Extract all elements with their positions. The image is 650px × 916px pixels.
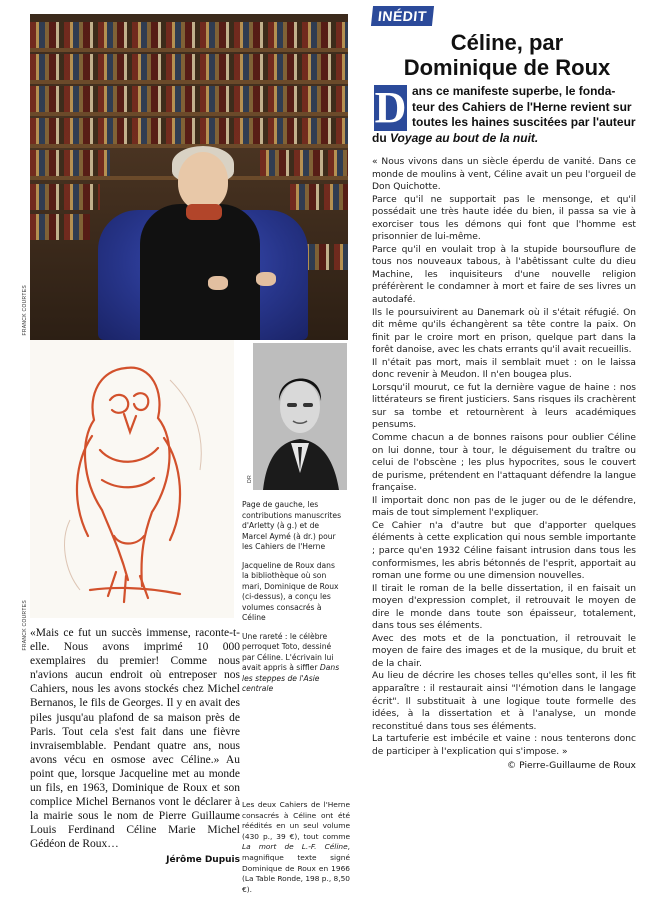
article-paragraph: Avec des mots et de la ponctuation, il retrouvait le moyen de faire des images et de la musique, du bruit et de la chair. — [372, 633, 636, 669]
intro-line-4-title: Voyage au bout de la nuit. — [390, 130, 539, 145]
article-paragraph: Il n'était pas mort, mais il semblait muet : on le laissa donc revenir à Meudon. Il n'en bougea plus. — [372, 357, 636, 381]
intro-text — [372, 84, 636, 146]
article-paragraph: « Nous vivons dans un siècle éperdu de vanité. Dans ce monde de moulins à vent, Céline avait un peu l'orgueil de Don Quichotte. — [372, 157, 636, 193]
caption-drawing — [242, 632, 342, 695]
intro-line-4 — [372, 131, 636, 147]
parrot-drawing — [30, 340, 234, 618]
intro-line-3: toutes les haines suscitées par l'auteur — [412, 115, 636, 130]
caption-books-text: Les deux Cahiers de l'Herne consacrés à Céline ont été réédités en un seul volume (430 p., 39 €), tout comme — [242, 800, 350, 841]
quote-signature: Jérôme Dupuis — [166, 854, 240, 865]
title-line-1: Céline, par — [450, 30, 564, 55]
quote-block — [30, 626, 240, 867]
intro-line-2: teur des Cahiers de l'Herne revient sur — [412, 99, 632, 114]
caption-books — [242, 800, 350, 895]
article-paragraph: Ce Cahier n'a d'autre but que d'apporter quelques éléments à cette explication qui nous semble importante ; parce qu'en 1932 Céline faisant intrusion dans tous les conformismes, les abris bétonnés de l'esprit, apportait au roman une forme ou une dimension nouvelles. — [372, 520, 636, 582]
article-paragraph: Il importait donc non pas de le juger ou de le défendre, mais de tout simplement l'expliquer. — [372, 495, 636, 519]
intro-line-1: ans ce manifeste superbe, le fonda- — [412, 84, 616, 98]
library-photo — [30, 14, 348, 340]
article-paragraph: La tartuferie est imbécile et vaine : nous tenterons donc de participer à l'explication qui s'impose. » — [372, 734, 636, 757]
caption-books-text-end: , magnifique texte signé Dominique de Roux en 1966 (La Table Ronde, 198 p., 8,50 €). — [242, 842, 350, 894]
quote-text: «Mais ce fut un succès immense, raconte-t-elle. Nous avons imprimé 10 000 exemplaires du premier! Comme nous n'avions aucun endroit où entreposer nos Cahiers, nous les avons stockés chez Michel Bernanos, le fils de Georges. Il y en avait des piles jusqu'au plafond de sa maison près de Paris. Tout cela s'est fait dans une fièvre invraisemblable. Pendant quatre ans, nous avons vécu en osmose avec Céline.» Au point que, lorsque Jacqueline met au monde un fils, en 1963, Dominique de Roux et son complice Michel Bernanos vont le déclarer à la mairie sous le nom de Pierre Guillaume Louis Ferdinand Céline Marie Michel Gédéon de Roux… — [30, 627, 240, 851]
article-signature: © Pierre-Guillaume de Roux — [507, 760, 636, 772]
title-line-2: Dominique de Roux — [403, 55, 611, 80]
caption-books-title: La mort de L.-F. Céline — [242, 842, 348, 852]
caption-drawing-text: Une rareté : le célèbre perroquet Toto, dessiné par Céline. L'écrivain lui avait appris à siffler — [242, 631, 334, 672]
photo-credit-drawing: FRANCK COURTES — [22, 600, 28, 651]
caption-library: Jacqueline de Roux dans la bibliothèque où son mari, Dominique de Roux (ci-dessus), a conçu les volumes consacrés à Céline — [242, 560, 339, 622]
photo-credit-library: FRANCK COURTES — [22, 285, 28, 336]
inedit-tag: INÉDIT — [371, 6, 434, 26]
article-body — [372, 156, 636, 773]
article-paragraph: Comme chacun a de bonnes raisons pour oublier Céline on lui donne, tour à tour, le déguisement du traître ou celui de l'obscène ; les plus hypocrites, sous le couvert de purisme, prétendent en l'attaquant défendre la langue française. — [372, 433, 636, 494]
article-paragraph: Il tirait le roman de la belle dissertation, il en faisait un moyen d'expression complet, il retrouvait le moyen de dire le monde dans toute son épaisseur, totalement, dans tous ses éléments. — [372, 583, 636, 632]
portrait-photo — [253, 343, 347, 490]
article-paragraph: Lorsqu'il mourut, ce fut la dernière vague de haine : nos littérateurs se firent justiciers. Sans risques ils crachèrent sur sa tombe et retournèrent à leurs académiques pensums. — [372, 382, 636, 431]
article-paragraph: Ils le poursuivirent au Danemark où il s'était réfugié. On dit même qu'ils échangèrent sa tête contre la paix. On finit par le croire mort en prison, quelque part dans la forêt danoise, avec les chats errants qu'il avait recueillis. — [372, 307, 636, 356]
intro-line-4-prefix: du — [372, 130, 390, 145]
drop-cap: D — [374, 83, 407, 132]
article-title — [372, 30, 642, 80]
article-paragraph: Au lieu de décrire les choses telles qu'elles sont, il les fit apparaître : il restaurait ainsi "l'émotion dans le langage écrit". Il substituait à une logique toute formelle des idées, à la dissertation et à l'analyse, un monde reconstitué dans tous ses éléments. — [372, 671, 636, 732]
captions-column — [242, 500, 342, 703]
article-paragraph: Parce qu'il en voulait trop à la stupide boursouflure de tous nos nouveaux tabous, à l'abêtissant culte du dieu Machine, les inquisiteurs d'une nouvelle religion préférèrent le condamner à mort et faire de ses livres un autodafé. — [372, 244, 636, 306]
caption-left-page: Page de gauche, les contributions manuscrites d'Arletty (à g.) et de Marcel Aymé (à dr.) pour les Cahiers de l'Herne — [242, 500, 342, 551]
article-paragraph: Parce qu'il ne supportait pas le mensonge, et qu'il possédait une très haute idée du bien, il passa sa vie à exorciser tous les démons qui font que l'homme est prisonnier de lui-même. — [372, 194, 636, 243]
photo-credit-portrait: DR — [247, 475, 253, 483]
caption-drawing-title: Dans les steppes de l'Asie centrale — [242, 663, 340, 693]
